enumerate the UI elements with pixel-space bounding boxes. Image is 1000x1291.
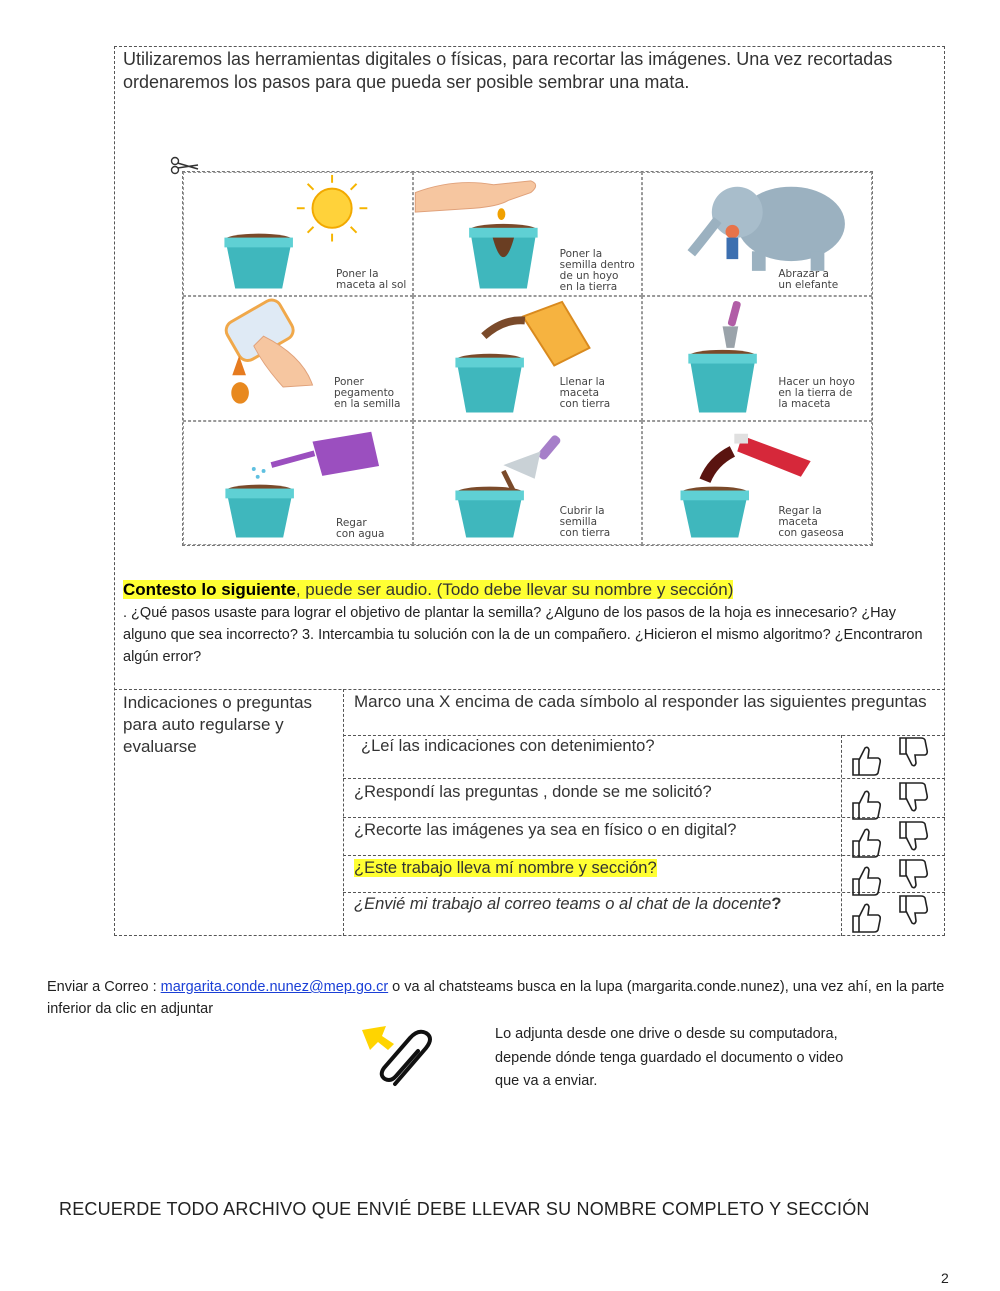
card-caption: Hacer un hoyo en la tierra de la maceta [778, 376, 855, 411]
card-water[interactable] [183, 421, 413, 545]
card-sun[interactable] [183, 172, 413, 296]
card-caption: Regar con agua [336, 516, 385, 540]
thumbs-up-icon[interactable] [850, 826, 884, 860]
criterion-row [354, 781, 712, 803]
self-eval-header: Marco una X encima de cada símbolo al responder las siguientes preguntas [354, 692, 927, 711]
page-number: 2 [941, 1270, 949, 1286]
criterion-text: ¿Este trabajo lleva mí nombre y sección? [354, 859, 657, 877]
email-link[interactable]: margarita.conde.nunez@mep.go.cr [160, 979, 389, 995]
criterion-text: ¿Respondí las preguntas , donde se me solicitó? [354, 783, 712, 801]
card-soil[interactable] [413, 296, 643, 420]
card-caption: Abrazar a un elefante [778, 268, 839, 291]
card-caption: Cubrir la semilla con tierra [559, 504, 611, 539]
card-caption: Poner pegamento en la semilla [334, 376, 401, 411]
thumbs-up-icon[interactable] [850, 901, 884, 935]
reminder-text: RECUERDE TODO ARCHIVO QUE ENVIÉ DEBE LLEVAR SU NOMBRE COMPLETO Y SECCIÓN [59, 1199, 870, 1219]
questions-heading [123, 580, 733, 600]
card-soda[interactable] [642, 421, 872, 545]
criterion-row [354, 893, 832, 915]
instructions-text: Utilizaremos las herramientas digitales o físicas, para recortar las imágenes. Una vez recortadas ordenaremos los pasos para que pueda ser posible sembrar una mata. [123, 49, 893, 92]
send-prefix: Enviar a Correo : [47, 979, 161, 995]
card-hole[interactable] [642, 296, 872, 420]
questions-heading-rest: , puede ser audio. (Todo debe llevar su nombre y sección) [295, 580, 734, 599]
thumbs-up-icon[interactable] [850, 744, 884, 778]
card-caption: Regar la maceta con gaseosa [778, 504, 844, 539]
criterion-text: ¿Envié mi trabajo al correo teams o al chat de la docente [354, 895, 772, 913]
criterion-row [354, 857, 657, 879]
criterion-text: ¿Recorte las imágenes ya sea en físico o en digital? [354, 821, 737, 839]
table-row-rule [343, 778, 945, 779]
paperclip-icon [360, 1024, 440, 1090]
send-instructions [47, 976, 957, 1020]
card-cover[interactable] [413, 421, 643, 545]
questions-heading-bold: Contesto lo siguiente [123, 580, 296, 599]
table-icon-column-rule [841, 735, 842, 936]
questions-body: . ¿Qué pasos usaste para lograr el objetivo de plantar la semilla? ¿Alguno de los pasos de la hoja es innecesario? ¿Hay alguno que sea incorrecto? 3. Intercambia tu solución con la de un compañero. ¿Hicieron el mismo algoritmo? ¿Encontraron algún error? [123, 605, 923, 665]
send-suffix: o va al chatsteams busca en la lupa (margarita.conde.nunez), una vez ahí, en la parte inferior da clic en adjuntar [47, 979, 945, 1017]
table-column-rule [343, 689, 344, 936]
criterion-suffix: ? [771, 895, 782, 913]
card-caption: Llenar la maceta con tierra [559, 376, 611, 411]
cutout-grid [182, 171, 873, 546]
criterion-text: ¿Leí las indicaciones con detenimiento? [361, 737, 655, 755]
card-caption: Poner la semilla dentro de un hoyo en la tierra [559, 248, 635, 293]
attach-note: Lo adjunta desde one drive o desde su computadora, depende dónde tenga guardado el documento o video que va a enviar. [495, 1026, 844, 1089]
card-glue[interactable] [183, 296, 413, 420]
thumbs-down-icon[interactable] [897, 780, 931, 814]
card-elephant[interactable] [642, 172, 872, 296]
thumbs-down-icon[interactable] [897, 735, 931, 769]
table-top-rule [114, 689, 945, 690]
self-eval-label: Indicaciones o preguntas para auto regularse y evaluarse [123, 693, 313, 756]
criterion-row [354, 819, 736, 841]
thumbs-up-icon[interactable] [850, 788, 884, 822]
card-seed[interactable] [413, 172, 643, 296]
card-caption: Poner la maceta al sol [336, 268, 407, 291]
criterion-row [361, 735, 655, 757]
thumbs-down-icon[interactable] [897, 893, 931, 927]
thumbs-up-icon[interactable] [850, 864, 884, 898]
thumbs-down-icon[interactable] [897, 819, 931, 853]
thumbs-down-icon[interactable] [897, 857, 931, 891]
